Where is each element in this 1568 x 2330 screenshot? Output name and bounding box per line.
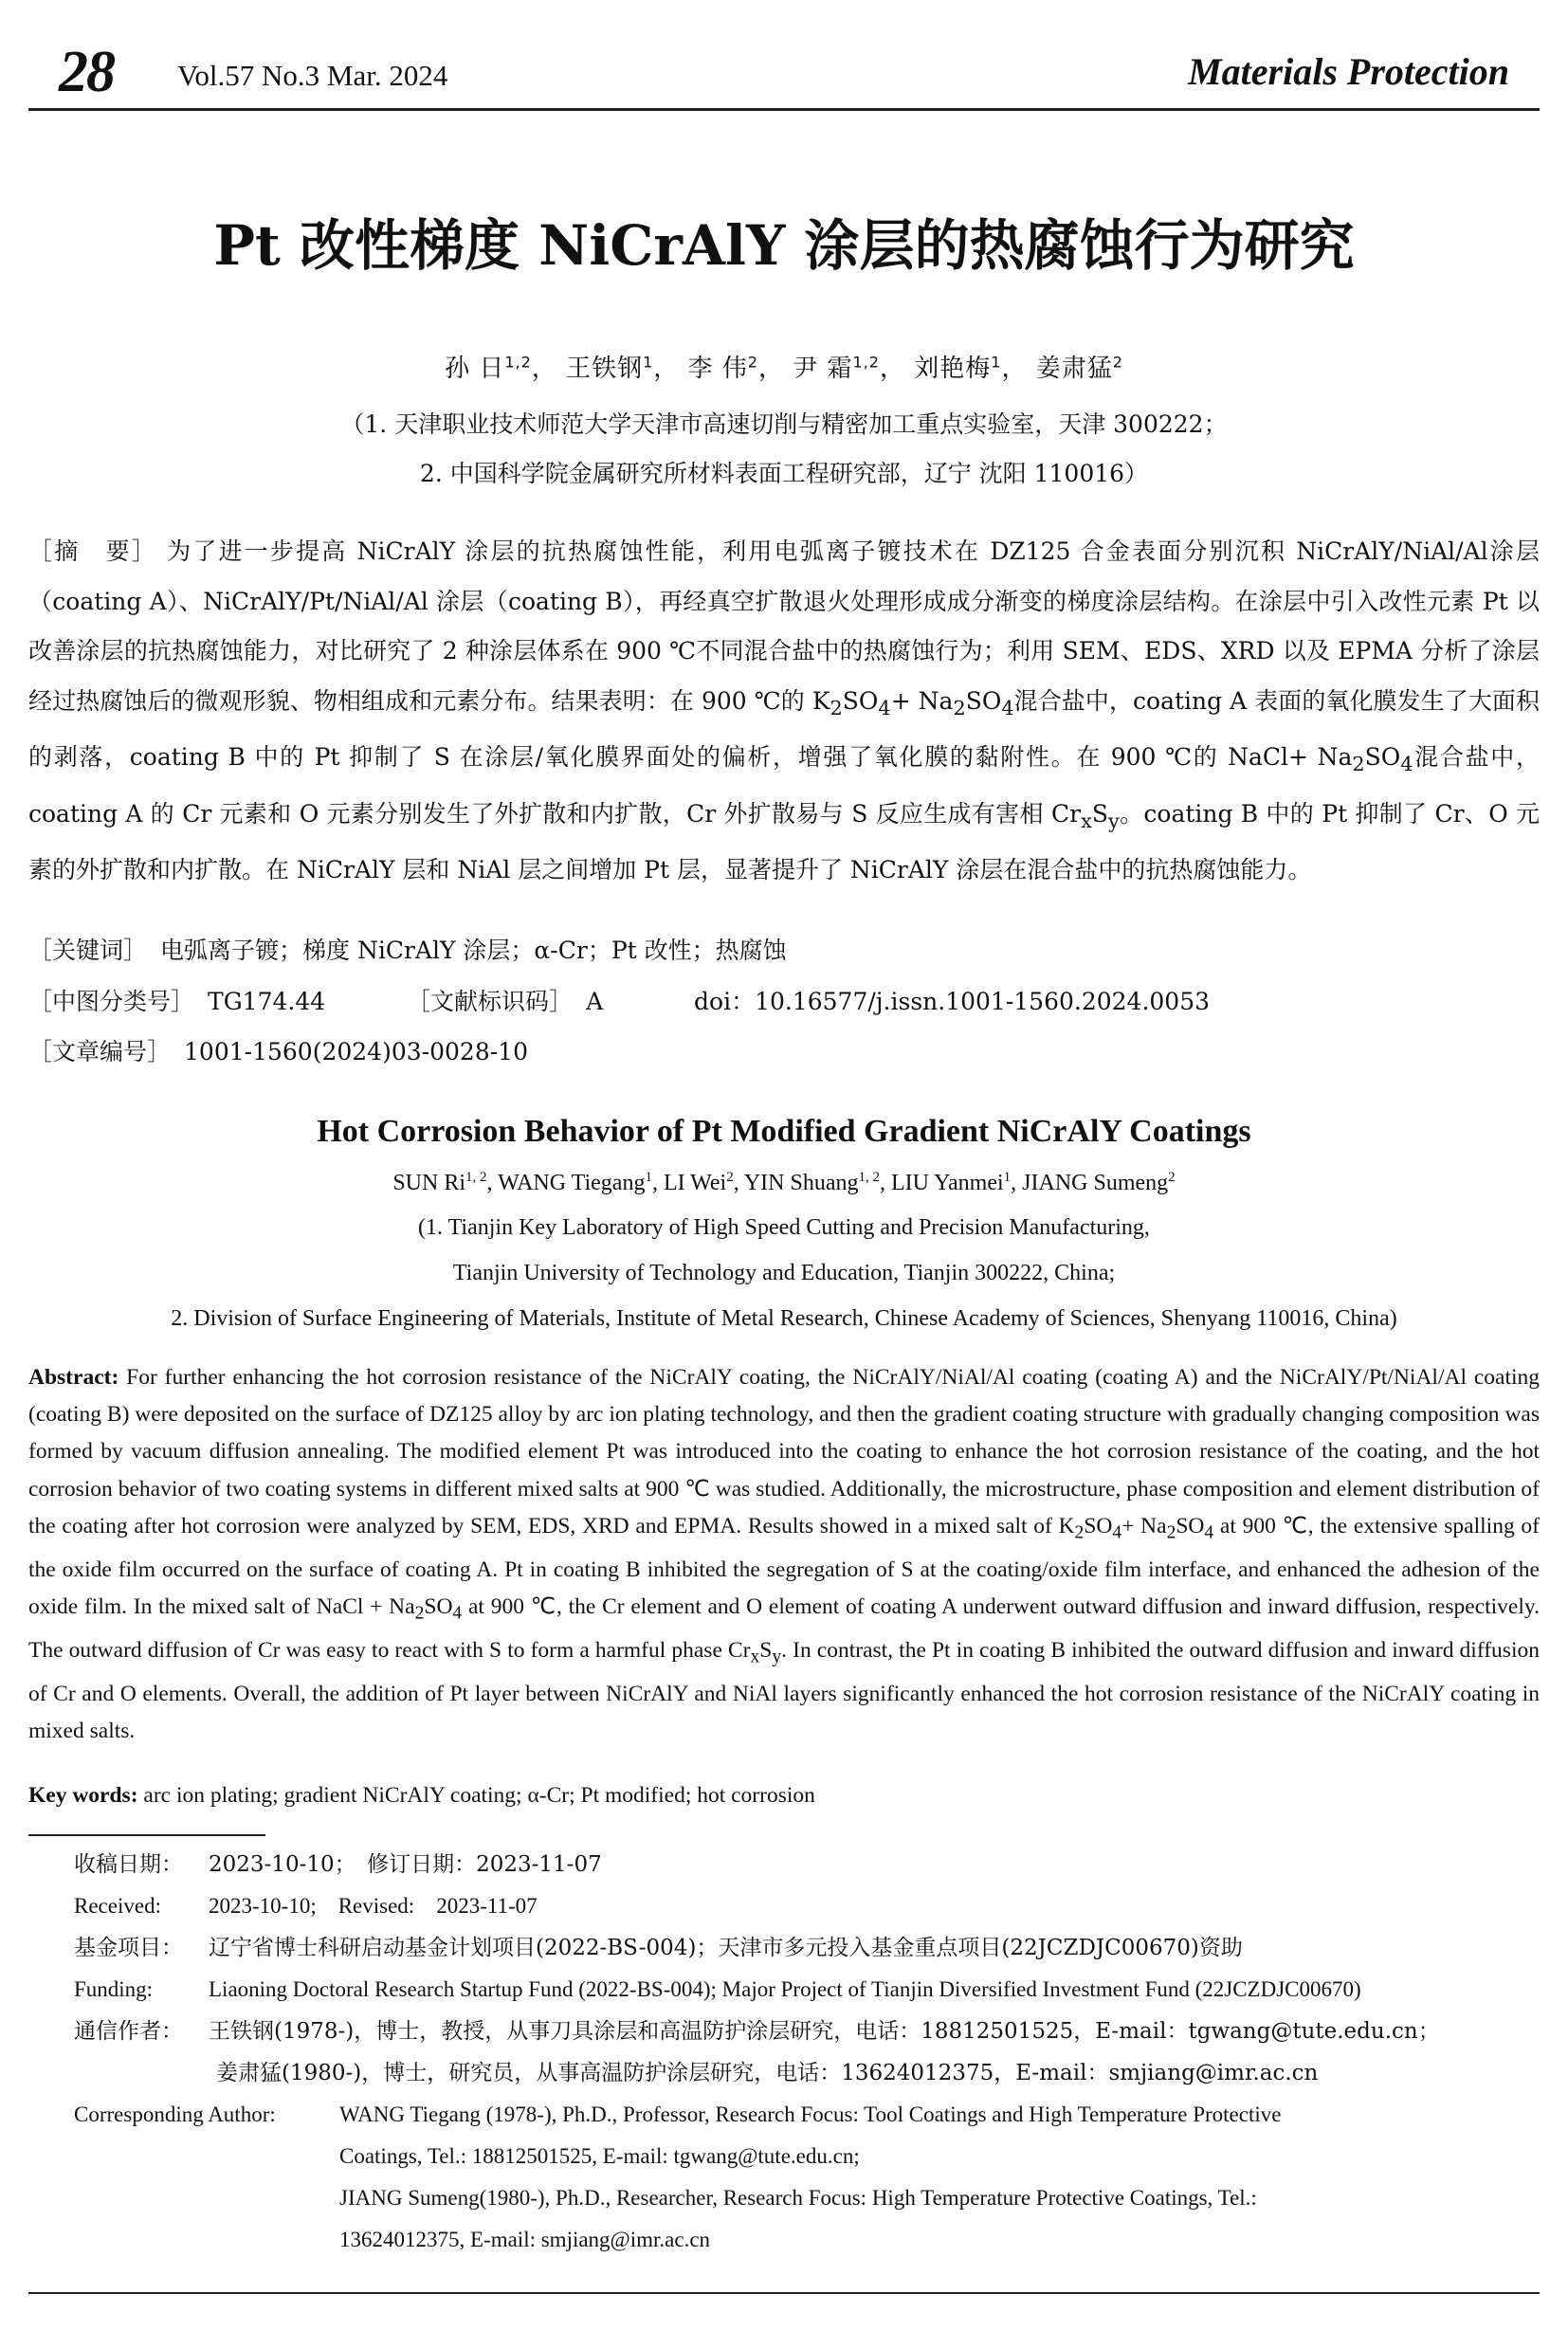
subscript: 4 [1204,1522,1214,1543]
footnote-rule [28,1834,265,1836]
english-affiliation-1: (1. Tianjin Key Laboratory of High Speed Cutting and Precision Manufacturing, [418,1215,1150,1240]
subscript: 4 [1001,696,1014,719]
bottom-rule [28,2292,1540,2294]
article-number-line [28,1033,528,1067]
subscript: y [772,1647,782,1667]
affiliation-1: （1. 天津职业技术师范大学天津市高速切削与精密加工重点实验室，天津 300222； [340,410,1228,438]
author-affil-mark: 2 [1168,1170,1176,1185]
author: LIU Yanmei [890,1171,1004,1195]
abstract-text: 混合盐中，coating A 表面的氧化膜发生了大面积的剥落，coating B 中的 Pt 抑制了 S 在涂层/氧化膜界面处的偏析，增强了氧化膜的黏附性。在 900 ℃的 NaCl+ Na [28,686,1540,771]
footnote-text: 2023-10-10; Revised: 2023-11-07 [209,1894,538,1918]
author-affil-mark: 1, 2 [465,1170,487,1185]
author: LI Wei [663,1171,727,1195]
author: 姜肃猛 [1035,355,1113,383]
chinese-abstract [28,527,1540,896]
abstract-text: SO [1084,1513,1113,1538]
author-affil-mark: 1,2 [504,353,532,372]
corresponding-author-cn-2: 姜肃猛(1980-)，博士，研究员，从事高温防护涂层研究，电话：13624012375，E-mail：smjiang@imr.ac.cn [216,2061,1319,2085]
abstract-text: at 900 ℃, the Cr element and O element of coating A underwent outward diffusion and inward diffusion, respectively. The outward diffusion of Cr was easy to react with S to form a harmful phase Cr [28,1593,1540,1663]
author: 李 伟 [687,355,748,383]
keywords-text: 电弧离子镀；梯度 NiCrAlY 涂层；α-Cr；Pt 改性；热腐蚀 [160,937,787,964]
subscript: 4 [452,1603,463,1624]
abstract-text: SO [842,686,879,715]
doc-code-label: ［文献标识码］ [407,988,574,1015]
abstract-text: SO [1176,1513,1205,1538]
doc-code-value: A [586,988,604,1015]
corresponding-author-en-2: Coatings, Tel.: 18812501525, E-mail: tgwang@tute.edu.cn; [339,2144,860,2168]
english-keywords-text: arc ion plating; gradient NiCrAlY coating; α-Cr; Pt modified; hot corrosion [143,1783,815,1808]
english-keywords-label: Key words: [28,1783,138,1808]
corresponding-author-en-4: 13624012375, E-mail: smjiang@imr.ac.cn [339,2228,711,2251]
author-affil-mark: 2 [1112,353,1123,372]
paper-title: Pt 改性梯度 NiCrAlY 涂层的热腐蚀行为研究 [213,213,1355,278]
subscript: 2 [1166,1522,1176,1543]
author-affil-mark: 1 [991,353,1002,372]
header-rule [28,108,1540,111]
author: 刘艳梅 [914,355,992,383]
funding-en [74,1969,1539,2011]
affiliation-2: 2. 中国科学院金属研究所材料表面工程研究部，辽宁 沈阳 110016） [419,460,1149,487]
author-affil-mark: 2 [747,353,758,372]
subscript: 4 [1112,1522,1122,1543]
author-affil-mark: 1 [1003,1170,1012,1185]
subscript: 4 [1400,753,1413,775]
author: 王铁钢 [566,355,644,383]
doi: doi：10.16577/j.issn.1001-1560.2024.0053 [694,988,1211,1015]
footnote-text: 辽宁省博士科研启动基金计划项目(2022-BS-004)；天津市多元投入基金重点项目(22JCZDJC00670)资助 [209,1936,1243,1960]
footnote-text: WANG Tiegang (1978-), Ph.D., Professor, Research Focus: Tool Coatings and High Temperature Protective [339,2102,1282,2126]
abstract-text: SO [965,686,1002,715]
abstract-text: For further enhancing the hot corrosion resistance of the NiCrAlY coating, the NiCrAlY/NiAl/Al coating (coating A) and the NiCrAlY/Pt/NiAl/Al coating (coating B) were deposited on the surface of DZ125 alloy by arc ion plating technology, and then the gradient coating structure with gradually changing composition was formed by vacuum diffusion annealing. The modified element Pt was introduced into the coating to enhance the hot corrosion resistance of the coating, and the hot corrosion behavior of two coating systems in different mixed salts at 900 ℃ was studied. Additionally, the microstructure, phase composition and element distribution of the coating after hot corrosion were analyzed by SEM, EDS, XRD and EPMA. Results showed in a mixed salt of K [28,1365,1540,1538]
abstract-text: SO [1364,743,1401,771]
author-affil-mark: 1 [643,353,654,372]
footnote-label: Received: [74,1894,161,1918]
page-header [59,38,1509,106]
keywords-label: ［关键词］ [28,937,148,964]
english-affiliation-1b: Tianjin University of Technology and Education, Tianjin 300222, China; [452,1261,1116,1285]
subscript: 4 [878,696,891,719]
footnote-label: 基金项目： [74,1936,183,1960]
subscript: 2 [1352,753,1365,775]
author: YIN Shuang [743,1171,859,1195]
english-abstract [28,1359,1540,1750]
corresponding-author-en-3: JIANG Sumeng(1980-), Ph.D., Researcher, Research Focus: High Temperature Protective Coatings, Tel.: [339,2186,1257,2210]
clc-label: ［中图分类号］ [28,988,195,1015]
footnote-text: 王铁钢(1978-)，博士，教授，从事刀具涂层和高温防护涂层研究，电话：18812501525，E-mail：tgwang@tute.edu.cn； [209,2019,1440,2044]
funding-cn [74,1927,1539,1969]
volume-info: Vol.57 No.3 Mar. 2024 [177,59,448,92]
author-affil-mark: 1, 2 [858,1170,880,1185]
footnote-text: 2023-10-10； 修订日期：2023-11-07 [209,1852,602,1877]
corresponding-author-en [74,2094,1539,2136]
abstract-text: 为了进一步提高 NiCrAlY 涂层的抗热腐蚀性能，利用电弧离子镀技术在 DZ125 合金表面分别沉积 NiCrAlY/NiAl/Al涂层（coating A）、NiCrAlY/Pt/NiAl/Al 涂层（coating B），再经真空扩散退火处理形成成分渐变的梯度涂层结构。在涂层中引入改性元素 Pt 以改善涂层的抗热腐蚀能力，对比研究了 2 种涂层体系在 900 ℃不同混合盐中的热腐蚀行为；利用 SEM、EDS、XRD 以及 EPMA 分析了涂层经过热腐蚀后的微观形貌、物相组成和元素分布。结果表明：在 900 ℃的 K [28,537,1540,715]
footnote-text: Liaoning Doctoral Research Startup Fund (2022-BS-004); Major Project of Tianjin Diversified Investment Fund (22JCZDJC00670) [209,1977,1361,2001]
subscript: x [750,1647,760,1667]
footnote-label: 通信作者： [74,2019,183,2044]
footnote-label: Funding: [74,1977,154,2001]
received-date-cn [74,1844,1539,1885]
abstract-text: at 900 ℃, the extensive spalling of the oxide film occurred on the surface of coating A. Pt in coating B inhibited the segregation of S at the coating/oxide film interface, and enhanced the adhesion of the oxide film. In the mixed salt of NaCl + Na [28,1513,1540,1619]
abstract-text: + Na [890,686,954,715]
author: WANG Tiegang [498,1171,646,1195]
footnote-label: 收稿日期： [74,1852,183,1877]
abstract-text: S [1091,799,1108,828]
english-keywords [28,1783,815,1809]
author: SUN Ri [392,1171,466,1195]
classification-line [28,983,1210,1017]
author-list: 孙 日$^{1,2}$， 王铁钢$^1$， 李 伟$^2$， 尹 霜$^{1,2}$， 刘艳梅$^1$， 姜肃猛$^2$ [445,353,1123,383]
abstract-text: 混合盐中，coating A 的 Cr 元素和 O 元素分别发生了外扩散和内扩散，Cr 外扩散易与 S 反应生成有害相 Cr [28,743,1540,828]
abstract-text: S [759,1637,773,1663]
abstract-text: SO [424,1593,453,1619]
subscript: 2 [830,696,843,719]
author-affil-mark: 1,2 [852,353,880,372]
author-affil-mark: 1 [645,1170,652,1185]
footnote-label: Corresponding Author: [74,2102,276,2126]
clc-value: TG174.44 [208,988,326,1015]
keywords-line [28,932,787,966]
received-date-en [74,1885,1539,1927]
english-title: Hot Corrosion Behavior of Pt Modified Gradient NiCrAlY Coatings [317,1114,1251,1149]
page-number: 28 [59,40,114,104]
abstract-text: + Na [1121,1513,1167,1538]
author: 尹 霜 [793,355,853,383]
author-affil-mark: 2 [726,1170,734,1185]
subscript: 2 [414,1603,425,1624]
subscript: x [1081,809,1092,832]
english-affiliation-2: 2. Division of Surface Engineering of Materials, Institute of Metal Research, Chinese Academy of Sciences, Shenyang 110016, China) [171,1306,1397,1331]
subscript: 2 [1074,1522,1085,1543]
abstract-text: . In contrast, the Pt in coating B inhibited the outward diffusion and inward diffusion of Cr and O elements. Overall, the addition of Pt layer between NiCrAlY and NiAl layers significantly enhanced the hot corrosion resistance of the NiCrAlY coating in mixed salts. [28,1637,1540,1743]
article-number-label: ［文章编号］ [28,1038,172,1065]
english-author-list: SUN Ri$^{1, 2}$, WANG Tiegang$^1$, LI Wei$^2$, YIN Shuang$^{1, 2}$, LIU Yanmei$^1$, JIANG Sumeng$^2$ [392,1170,1176,1195]
journal-name: Materials Protection [1188,50,1509,93]
article-number: 1001-1560(2024)03-0028-10 [184,1038,528,1065]
subscript: y [1108,809,1120,832]
author: JIANG Sumeng [1022,1171,1169,1195]
corresponding-author-cn [74,2011,1539,2052]
abstract-label: ［摘 要］ [28,537,157,565]
author: 孙 日 [445,355,505,383]
subscript: 2 [953,696,966,719]
abstract-text: 。coating B 中的 Pt 抑制了 Cr、O 元素的外扩散和内扩散。在 NiCrAlY 层和 NiAl 层之间增加 Pt 层，显著提升了 NiCrAlY 涂层在混合盐中的抗热腐蚀能力。 [28,799,1540,883]
english-abstract-label: Abstract: [28,1365,119,1390]
